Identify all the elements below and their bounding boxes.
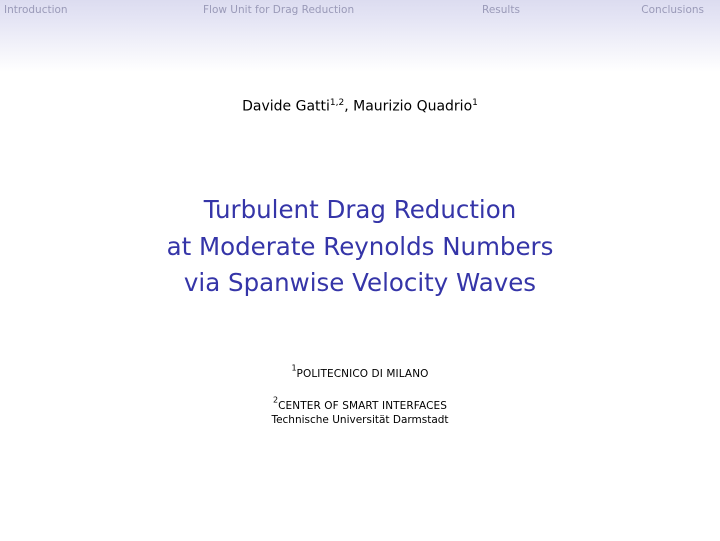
nav-item-conclusions[interactable]: Conclusions	[641, 4, 704, 16]
nav-item-flow-unit[interactable]: Flow Unit for Drag Reduction	[203, 4, 355, 16]
author-separator: ,	[344, 98, 354, 115]
author-2-affiliation: 1	[472, 98, 478, 108]
title-line-2: at Moderate Reynolds Numbers	[166, 231, 554, 261]
institution-1	[0, 362, 720, 381]
author-1-affiliation: 1,2	[329, 98, 345, 108]
title-line-3: via Spanwise Velocity Waves	[183, 268, 537, 297]
institution-1-name: POLITECNICO DI MILANO	[296, 368, 429, 380]
header-bar	[0, 0, 720, 72]
nav-item-introduction[interactable]: Introduction	[4, 4, 68, 16]
institution-2	[0, 394, 720, 426]
institution-2-name: CENTER OF SMART INTERFACES	[278, 400, 448, 412]
institution-2-marker: 2	[272, 395, 279, 405]
presentation-title	[0, 192, 720, 302]
institution-2-university: Technische Universität Darmstadt	[271, 414, 449, 426]
title-line-1: Turbulent Drag Reduction	[203, 195, 517, 224]
author-1: Davide Gatti	[242, 98, 330, 115]
section-nav	[0, 4, 720, 18]
nav-item-results[interactable]: Results	[482, 4, 520, 16]
author-2: Maurizio Quadrio	[353, 98, 473, 115]
institution-1-marker: 1	[291, 363, 297, 373]
authors-line	[0, 98, 720, 115]
